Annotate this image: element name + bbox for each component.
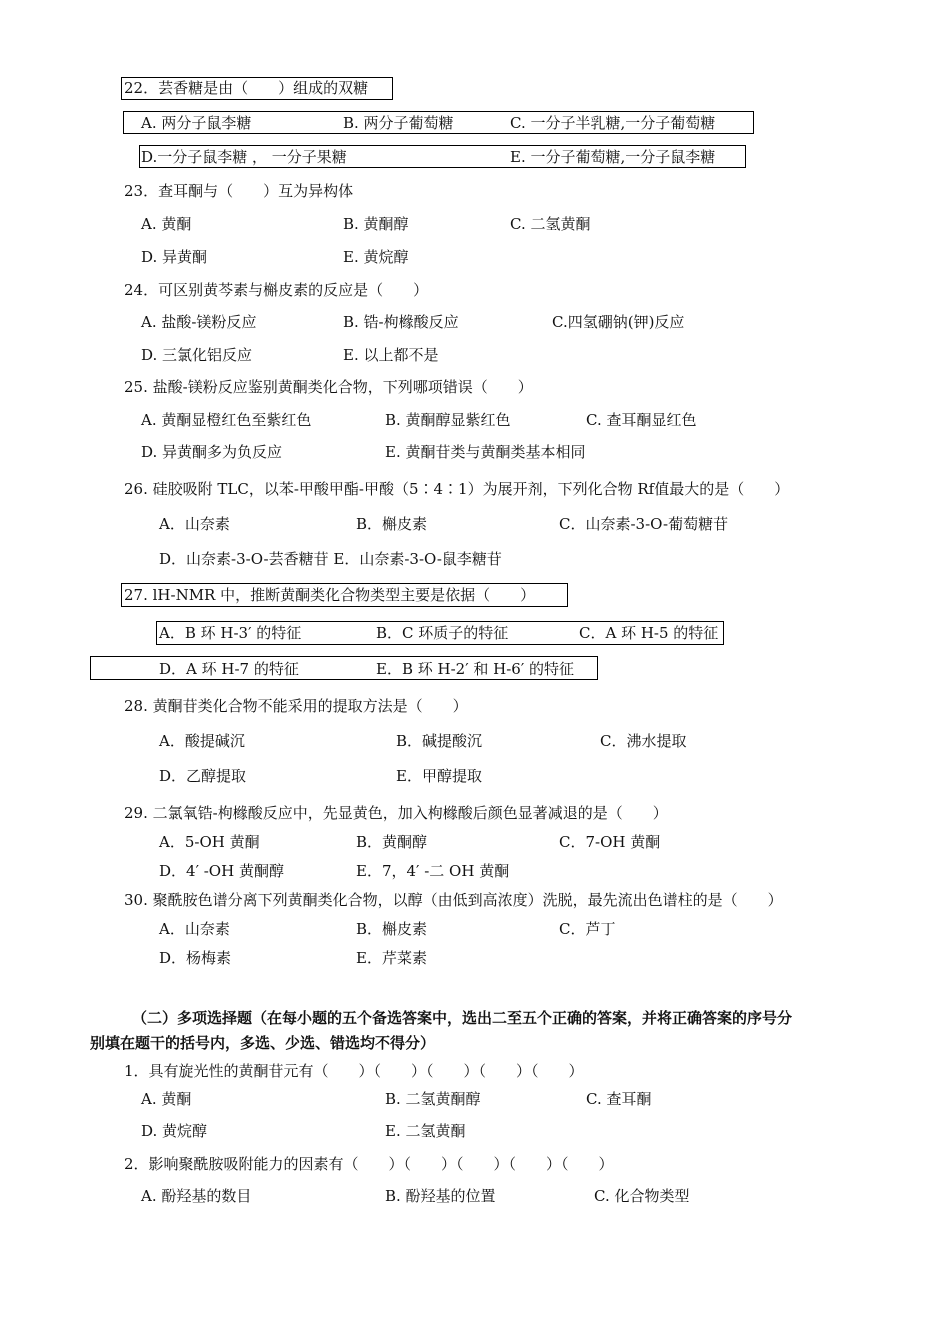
q30-stem: 30. 聚酰胺色谱分离下列黄酮类化合物，以醇（由低到高浓度）洗脱，最先流出色谱柱的是（ ） — [124, 891, 783, 909]
q28-stem: 28. 黄酮苷类化合物不能采用的提取方法是（ ） — [124, 697, 468, 715]
q29-option-b: B．黄酮醇 — [356, 833, 428, 851]
q23-stem: 23．查耳酮与（ ）互为异构体 — [124, 182, 354, 200]
q25-option-e: E. 黄酮苷类与黄酮类基本相同 — [385, 443, 586, 461]
q29-option-c: C．7-OH 黄酮 — [559, 833, 661, 851]
section2-heading-line1: （二）多项选择题（在每小题的五个备选答案中，选出二至五个正确的答案，并将正确答案的序号分 — [132, 1009, 793, 1027]
q27-stem: 27. lH-NMR 中，推断黄酮类化合物类型主要是依据（ ） — [124, 586, 536, 604]
m1-option-d: D. 黄烷醇 — [141, 1122, 208, 1140]
m1-option-e: E. 二氢黄酮 — [385, 1122, 466, 1140]
q24-option-b: B. 锆-枸橼酸反应 — [343, 313, 459, 331]
q22-stem: 22．芸香糖是由（ ）组成的双糖 — [124, 79, 369, 97]
m1-option-c: C. 查耳酮 — [586, 1090, 652, 1108]
m2-option-a: A. 酚羟基的数目 — [141, 1187, 252, 1205]
q24-stem: 24．可区别黄芩素与槲皮素的反应是（ ） — [124, 281, 429, 299]
q26-stem: 26. 硅胶吸附 TLC，以苯-甲酸甲酯-甲酸（5∶4∶1）为展开剂，下列化合物 Rf值最大的是（ ） — [124, 480, 790, 498]
q29-option-a: A．5-OH 黄酮 — [159, 833, 260, 851]
m2-option-b: B. 酚羟基的位置 — [385, 1187, 496, 1205]
q25-option-c: C. 查耳酮显红色 — [586, 411, 697, 429]
q25-option-a: A. 黄酮显橙红色至紫红色 — [141, 411, 312, 429]
q23-option-c: C. 二氢黄酮 — [510, 215, 591, 233]
m1-option-a: A. 黄酮 — [141, 1090, 192, 1108]
q30-option-c: C．芦丁 — [559, 920, 616, 938]
m2-option-c: C. 化合物类型 — [594, 1187, 690, 1205]
q24-option-d: D. 三氯化铝反应 — [141, 346, 253, 364]
q28-option-b: B．碱提酸沉 — [396, 732, 483, 750]
q22-option-b: B. 两分子葡萄糖 — [343, 114, 454, 132]
q25-stem: 25. 盐酸-镁粉反应鉴别黄酮类化合物，下列哪项错误（ ） — [124, 378, 533, 396]
q24-option-c: C.四氢硼钠(钾)反应 — [552, 313, 685, 331]
q26-option-a: A．山奈素 — [159, 515, 230, 533]
q24-option-e: E. 以上都不是 — [343, 346, 439, 364]
q27-option-b: B．C 环质子的特征 — [376, 624, 509, 642]
q23-option-a: A. 黄酮 — [141, 215, 192, 233]
q30-option-a: A．山奈素 — [159, 920, 230, 938]
q26-option-b: B．槲皮素 — [356, 515, 428, 533]
q30-option-d: D．杨梅素 — [159, 949, 232, 967]
q25-option-b: B. 黄酮醇显紫红色 — [385, 411, 511, 429]
m1-option-b: B. 二氢黄酮醇 — [385, 1090, 481, 1108]
q27-option-a: A．B 环 H-3′ 的特征 — [159, 624, 302, 642]
q24-option-a: A. 盐酸-镁粉反应 — [141, 313, 257, 331]
q29-stem: 29. 二氯氧锆-枸橼酸反应中，先显黄色，加入枸橼酸后颜色显著减退的是（ ） — [124, 804, 668, 822]
q28-option-d: D．乙醇提取 — [159, 767, 247, 785]
q29-option-e: E．7，4′ -二 OH 黄酮 — [356, 862, 510, 880]
section2-heading-line2: 别填在题干的括号内，多选、少选、错选均不得分） — [90, 1034, 436, 1052]
q22-option-e: E. 一分子葡萄糖,一分子鼠李糖 — [510, 148, 716, 166]
m1-stem: 1．具有旋光性的黄酮苷元有（ ）（ ）（ ）（ ）（ ） — [124, 1062, 584, 1080]
q23-option-e: E. 黄烷醇 — [343, 248, 409, 266]
q22-option-c: C. 一分子半乳糖,一分子葡萄糖 — [510, 114, 716, 132]
q26-option-de: D．山奈素-3-O-芸香糖苷 E．山奈素-3-O-鼠李糖苷 — [159, 550, 502, 568]
q22-option-d: D.一分子鼠李糖 ， 一分子果糖 — [141, 148, 347, 166]
m2-stem: 2．影响聚酰胺吸附能力的因素有（ ）（ ）（ ）（ ）（ ） — [124, 1155, 614, 1173]
q25-option-d: D. 异黄酮多为负反应 — [141, 443, 283, 461]
q22-option-a: A. 两分子鼠李糖 — [141, 114, 252, 132]
q30-option-e: E．芹菜素 — [356, 949, 427, 967]
q27-option-d: D．A 环 H-7 的特征 — [159, 660, 299, 678]
q29-option-d: D．4′ -OH 黄酮醇 — [159, 862, 284, 880]
q28-option-e: E．甲醇提取 — [396, 767, 482, 785]
q27-option-e: E．B 环 H-2′ 和 H-6′ 的特征 — [376, 660, 575, 678]
q26-option-c: C．山奈素-3-O-葡萄糖苷 — [559, 515, 729, 533]
q28-option-c: C．沸水提取 — [600, 732, 687, 750]
q30-option-b: B．槲皮素 — [356, 920, 428, 938]
q28-option-a: A．酸提碱沉 — [159, 732, 245, 750]
q27-option-c: C．A 环 H-5 的特征 — [579, 624, 719, 642]
q23-option-b: B. 黄酮醇 — [343, 215, 409, 233]
q23-option-d: D. 异黄酮 — [141, 248, 208, 266]
